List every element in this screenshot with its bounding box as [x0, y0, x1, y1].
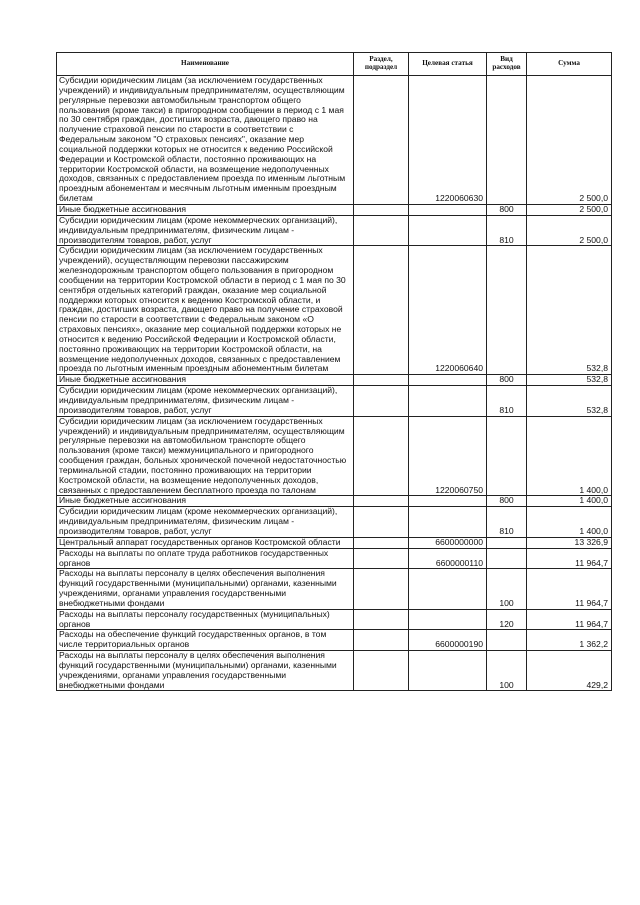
- cell-target: [409, 651, 487, 691]
- cell-target: 1220060630: [409, 76, 487, 205]
- cell-razdel: [354, 507, 409, 538]
- cell-razdel: [354, 651, 409, 691]
- cell-sum: 11 964,7: [527, 569, 612, 609]
- cell-target: [409, 609, 487, 630]
- cell-razdel: [354, 204, 409, 215]
- cell-name: Расходы на выплаты персоналу в целях обеспечения выполнения функций государственными (муниципальными) органами, казенными учреждениями, органами управления государственными внебюджетными фондами: [57, 569, 354, 609]
- cell-vid: [487, 548, 527, 569]
- cell-razdel: [354, 548, 409, 569]
- cell-razdel: [354, 569, 409, 609]
- table-row: [57, 630, 612, 651]
- cell-razdel: [354, 246, 409, 375]
- cell-razdel: [354, 537, 409, 548]
- table-row: [57, 496, 612, 507]
- cell-name: Расходы на обеспечение функций государственных органов, в том числе территориальных органов: [57, 630, 354, 651]
- cell-vid: 800: [487, 496, 527, 507]
- table-row: [57, 76, 612, 205]
- cell-vid: 800: [487, 204, 527, 215]
- table-row: [57, 416, 612, 496]
- cell-vid: [487, 630, 527, 651]
- cell-vid: 810: [487, 507, 527, 538]
- table-row: [57, 375, 612, 386]
- cell-target: [409, 569, 487, 609]
- header-vid: Вид расходов: [487, 53, 527, 76]
- cell-vid: 100: [487, 651, 527, 691]
- cell-sum: 1 362,2: [527, 630, 612, 651]
- cell-sum: 1 400,0: [527, 507, 612, 538]
- cell-vid: 800: [487, 375, 527, 386]
- cell-name: Субсидии юридическим лицам (за исключением государственных учреждений) и индивидуальным предпринимателям, осуществляющим регулярные перевозки на автомобильном транспорте общего пользования (кроме такси) межмуниципального и пригородного сообщения граждан, больных хронической почечной недостаточностью терминальной стадии, постоянно проживающих на территории Костромской области, на возмещение недополученных доходов, связанных с предоставлением бесплатного проезда по талонам: [57, 416, 354, 496]
- table-row: [57, 609, 612, 630]
- cell-sum: 13 326,9: [527, 537, 612, 548]
- budget-page: [56, 52, 611, 691]
- table-row: [57, 507, 612, 538]
- cell-vid: 120: [487, 609, 527, 630]
- cell-vid: 100: [487, 569, 527, 609]
- budget-table: [56, 52, 612, 691]
- cell-name: Расходы на выплаты по оплате труда работников государственных органов: [57, 548, 354, 569]
- table-row: [57, 386, 612, 417]
- cell-sum: 2 500,0: [527, 76, 612, 205]
- cell-target: 6600000000: [409, 537, 487, 548]
- cell-name: Субсидии юридическим лицам (кроме некоммерческих организаций), индивидуальным предпринимателям, физическим лицам - производителям товаров, работ, услуг: [57, 215, 354, 246]
- table-row: [57, 569, 612, 609]
- cell-name: Иные бюджетные ассигнования: [57, 204, 354, 215]
- table-body: [57, 76, 612, 691]
- cell-target: 6600000110: [409, 548, 487, 569]
- cell-name: Иные бюджетные ассигнования: [57, 496, 354, 507]
- cell-vid: [487, 76, 527, 205]
- cell-sum: 532,8: [527, 375, 612, 386]
- cell-name: Субсидии юридическим лицам (за исключением государственных учреждений) и индивидуальным предпринимателям, осуществляющим регулярные перевозки автомобильным транспортом общего пользования (кроме такси) в пригородном сообщении в период с 1 мая по 30 сентября граждан, достигших возраста, дающего право на получение страховой пенсии по старости в соответствии с Федеральным законом "О страховых пенсиях", оказание мер социальной поддержки которых не относится к ведению Российской Федерации и Костромской области, постоянно проживающих на территории Костромской области, на возмещение недополученных доходов, связанных с предоставлением проезда по именным льготным проездным абонементам и месячным льготным именным проездным билетам: [57, 76, 354, 205]
- table-row: [57, 246, 612, 375]
- cell-vid: 810: [487, 386, 527, 417]
- cell-name: Субсидии юридическим лицам (за исключением государственных учреждений), осуществляющим перевозки пассажирским железнодорожным транспортом общего пользования в пригородном сообщении на территории Костромской области в период с 1 мая по 30 сентября отдельных категорий граждан, оказание мер социальной поддержки которых относится к ведению Костромской области, и граждан, достигших возраста, дающего право на получение страховой пенсии по старости в соответствии с Федеральным законом «О страховых пенсиях», оказание мер социальной поддержки которых не относится к ведению Российской Федерации и Костромской области, постоянно проживающих на территории Костромской области, на возмещение недополученных доходов, связанных с предоставлением проезда по льготным именным проездным абонементным билетам: [57, 246, 354, 375]
- cell-razdel: [354, 375, 409, 386]
- header-razdel: Раздел, подраздел: [354, 53, 409, 76]
- header-name: Наименование: [57, 53, 354, 76]
- table-row: [57, 651, 612, 691]
- table-row: [57, 215, 612, 246]
- cell-target: [409, 204, 487, 215]
- cell-vid: 810: [487, 215, 527, 246]
- cell-sum: 11 964,7: [527, 609, 612, 630]
- table-row: [57, 537, 612, 548]
- cell-sum: 532,8: [527, 386, 612, 417]
- cell-vid: [487, 416, 527, 496]
- cell-sum: 2 500,0: [527, 215, 612, 246]
- table-row: [57, 204, 612, 215]
- cell-target: [409, 496, 487, 507]
- table-header-row: [57, 53, 612, 76]
- cell-target: 6600000190: [409, 630, 487, 651]
- cell-razdel: [354, 630, 409, 651]
- cell-razdel: [354, 416, 409, 496]
- table-row: [57, 548, 612, 569]
- header-sum: Сумма: [527, 53, 612, 76]
- cell-target: 1220060750: [409, 416, 487, 496]
- cell-target: [409, 215, 487, 246]
- cell-razdel: [354, 76, 409, 205]
- cell-razdel: [354, 609, 409, 630]
- cell-vid: [487, 246, 527, 375]
- cell-sum: 532,8: [527, 246, 612, 375]
- cell-name: Центральный аппарат государственных органов Костромской области: [57, 537, 354, 548]
- cell-vid: [487, 537, 527, 548]
- cell-sum: 11 964,7: [527, 548, 612, 569]
- cell-razdel: [354, 496, 409, 507]
- cell-target: [409, 375, 487, 386]
- cell-sum: 429,2: [527, 651, 612, 691]
- cell-name: Субсидии юридическим лицам (кроме некоммерческих организаций), индивидуальным предпринимателям, физическим лицам - производителям товаров, работ, услуг: [57, 386, 354, 417]
- cell-sum: 1 400,0: [527, 416, 612, 496]
- cell-razdel: [354, 386, 409, 417]
- cell-target: [409, 386, 487, 417]
- cell-name: Субсидии юридическим лицам (кроме некоммерческих организаций), индивидуальным предпринимателям, физическим лицам - производителям товаров, работ, услуг: [57, 507, 354, 538]
- cell-razdel: [354, 215, 409, 246]
- cell-name: Расходы на выплаты персоналу в целях обеспечения выполнения функций государственными (муниципальными) органами, казенными учреждениями, органами управления государственными внебюджетными фондами: [57, 651, 354, 691]
- cell-name: Иные бюджетные ассигнования: [57, 375, 354, 386]
- cell-name: Расходы на выплаты персоналу государственных (муниципальных) органов: [57, 609, 354, 630]
- cell-sum: 1 400,0: [527, 496, 612, 507]
- header-target: Целевая статья: [409, 53, 487, 76]
- cell-target: [409, 507, 487, 538]
- cell-target: 1220060640: [409, 246, 487, 375]
- cell-sum: 2 500,0: [527, 204, 612, 215]
